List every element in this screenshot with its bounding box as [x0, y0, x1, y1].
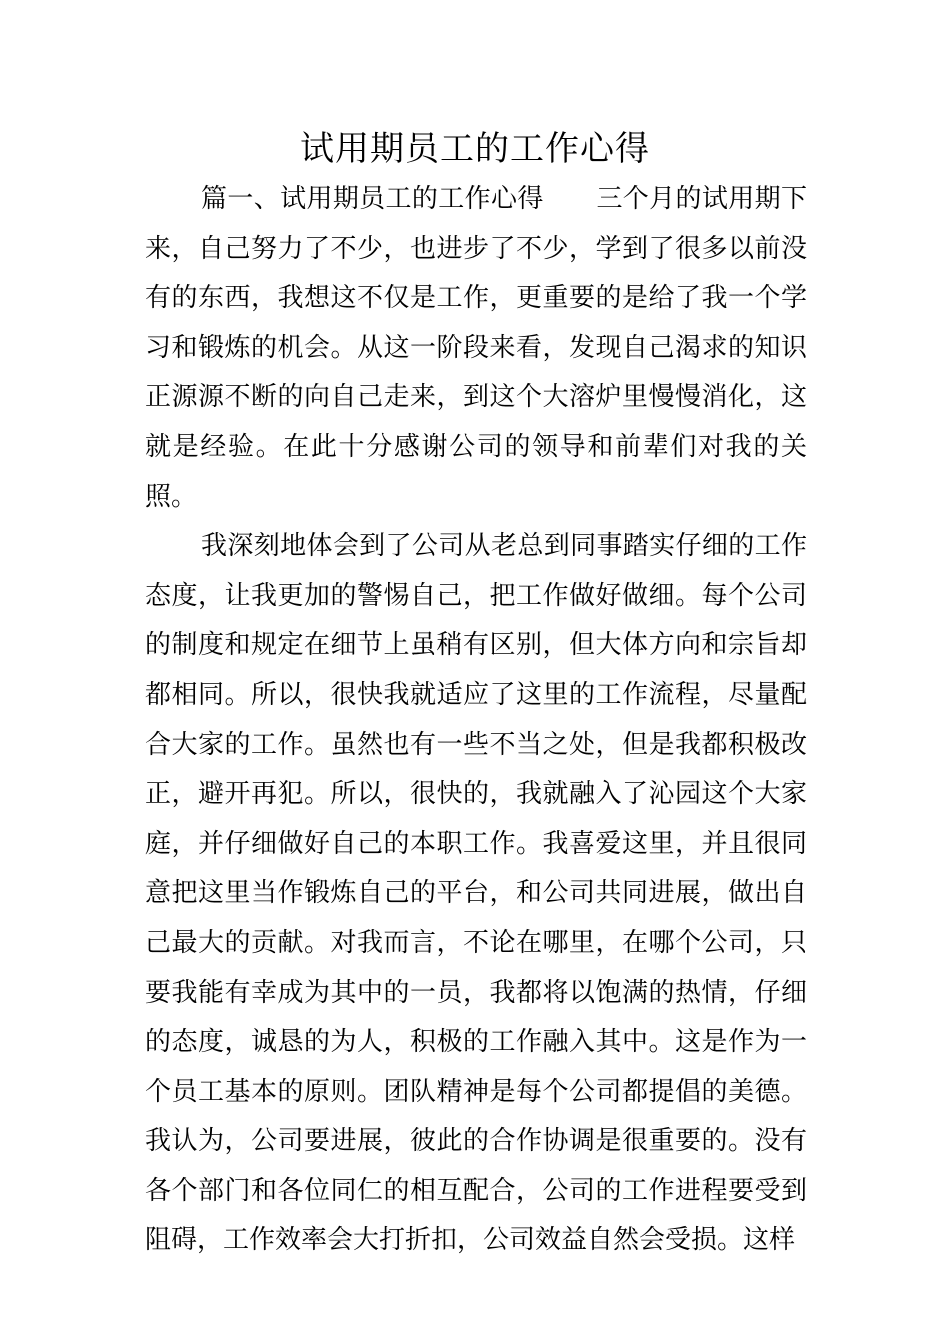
paragraph-2: 我深刻地体会到了公司从老总到同事踏实仔细的工作态度，让我更加的警惕自己，把工作做好做细。每个公司的制度和规定在细节上虽稍有区别，但大体方向和宗旨却都相同。所以，很快我就适应了这里的工作流程，尽量配合大家的工作。虽然也有一些不当之处，但是我都积极改正，避开再犯。所以，很快的，我就融入了沁园这个大家庭，并仔细做好自己的本职工作。我喜爱这里，并且很同意把这里当作锻炼自己的平台，和公司共同进展，做出自己最大的贡献。对我而言，不论在哪里，在哪个公司，只要我能有幸成为其中的一员，我都将以饱满的热情，仔细的态度，诚恳的为人，积极的工作融入其中。这是作为一个员工基本的原则。团队精神是每个公司都提倡的美德。我认为，公司要进展，彼此的合作协调是很重要的。没有各个部门和各位同仁的相互配合，公司的工作进程要受到阻碍，工作效率会大打折扣，公司效益自然会受损。这样 — [145, 531, 807, 1256]
paragraph-1: 篇一、试用期员工的工作心得 三个月的试用期下来，自己努力了不少，也进步了不少，学到了很多以前没有的东西，我想这不仅是工作，更重要的是给了我一个学习和锻炼的机会。从这一阶段来看，发现自己渴求的知识正源源不断的向自己走来，到这个大溶炉里慢慢消化，这就是经验。在此十分感谢公司的领导和前辈们对我的关照。 — [145, 184, 807, 512]
document-body — [145, 175, 807, 1266]
document-title: 试用期员工的工作心得 — [300, 129, 650, 169]
